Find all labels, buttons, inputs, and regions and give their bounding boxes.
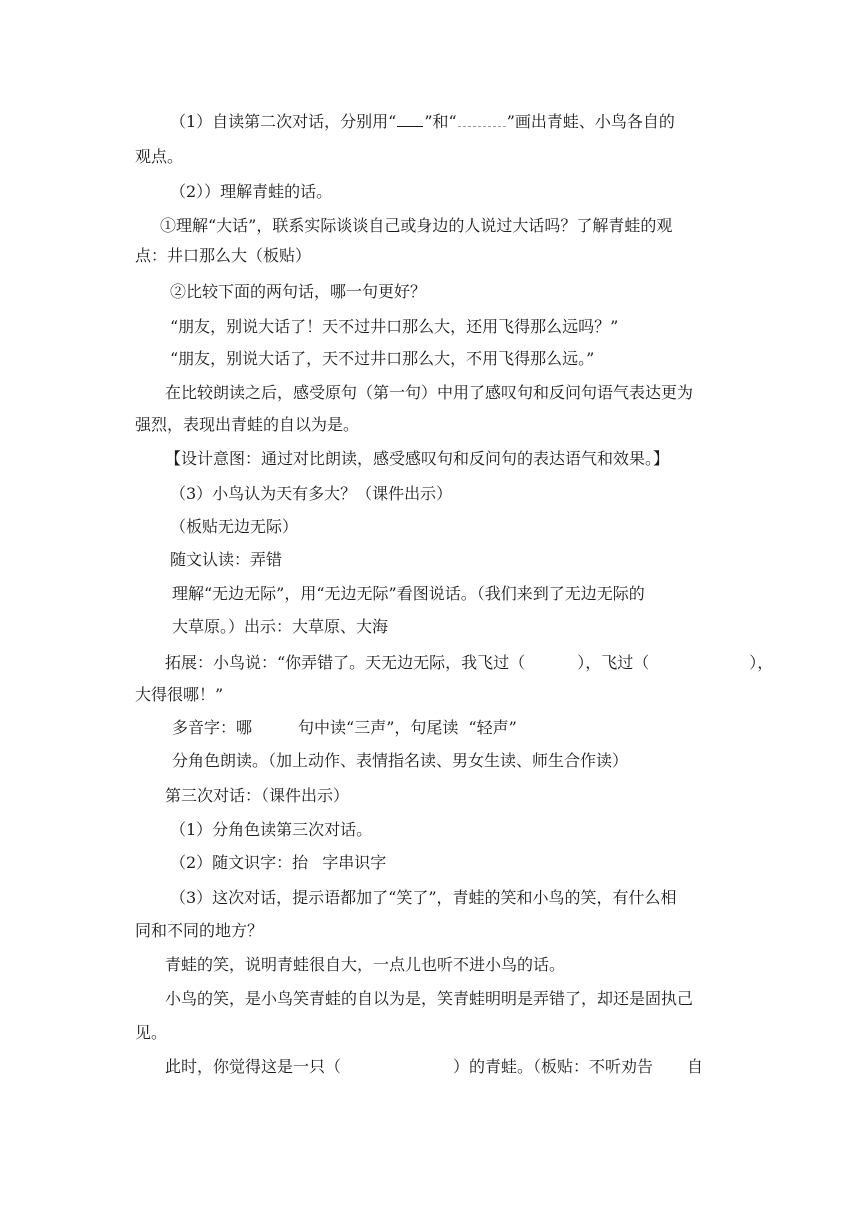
understand-line1: 理解“无边无际”，用“无边无际”看图说话。（我们来到了无边无际的 <box>172 584 645 603</box>
bird-laugh-line2: 见。 <box>135 1023 168 1042</box>
t2: （2）随文识字：抬 字串识字 <box>170 853 387 872</box>
final-line: 此时，你觉得这是一只（ ）的青蛙。（板贴：不听劝告 自 <box>165 1057 704 1076</box>
board-note: （板贴无边无际） <box>170 517 299 536</box>
compare-line2: 强烈，表现出青蛙的自以为是。 <box>135 415 360 434</box>
t3-line1: （3）这次对话，提示语都加了“笑了”，青蛙的笑和小鸟的笑，有什么相 <box>170 888 677 907</box>
q2-title: （2））理解青蛙的话。 <box>170 182 333 201</box>
polyphone-line: 多音字：哪 句中读“三声”，句尾读 “轻声” <box>172 718 517 737</box>
q1-line1: （1）自读第二次对话，分别用“ ”和“ ”画出青蛙、小鸟各自的 <box>170 112 675 131</box>
extend-line1: 拓展：小鸟说：“你弄错了。天无边无际，我飞过（ ），飞过（ ）， <box>165 653 774 672</box>
design-intent: 【设计意图：通过对比朗读，感受感叹句和反问句的表达语气和效果。】 <box>165 449 670 468</box>
t3-line2: 同和不同的地方？ <box>135 921 264 940</box>
item1-line1: ①理解“大话”，联系实际谈谈自己或身边的人说过大话吗？了解青蛙的观 <box>160 216 673 235</box>
q3-title: （3）小鸟认为天有多大？（课件出示） <box>170 484 453 503</box>
solid-underline-sample <box>397 112 423 127</box>
third-dialogue: 第三次对话：（课件出示） <box>165 786 350 805</box>
compare-line1: 在比较朗读之后，感受原句（第一句）中用了感叹句和反问句语气表达更为 <box>165 383 694 402</box>
item2: ②比较下面的两句话，哪一句更好？ <box>170 282 427 301</box>
frog-laugh: 青蛙的笑，说明青蛙很自大，一点儿也听不进小鸟的话。 <box>165 955 566 974</box>
understand-line2: 大草原。）出示：大草原、大海 <box>172 617 389 636</box>
extend-line2: 大得很哪！” <box>135 685 224 704</box>
quote2: “朋友，别说大话了，天不过井口那么大，不用飞得那么远。” <box>170 349 595 368</box>
quote1: “朋友，别说大话了！天不过井口那么大，还用飞得那么远吗？” <box>170 317 619 336</box>
t1: （1）分角色读第三次对话。 <box>170 820 373 839</box>
read-with-text: 随文认读：弄错 <box>170 550 283 569</box>
bird-laugh-line1: 小鸟的笑，是小鸟笑青蛙的自以为是，笑青蛙明明是弄错了，却还是固执己 <box>165 989 694 1008</box>
role-read: 分角色朗读。（加上动作、表情指名读、男女生读、师生合作读） <box>172 751 629 770</box>
dotted-underline-sample <box>458 112 506 127</box>
item1-line2: 点：井口那么大（板贴） <box>135 246 312 265</box>
q1-line2: 观点。 <box>135 147 184 166</box>
